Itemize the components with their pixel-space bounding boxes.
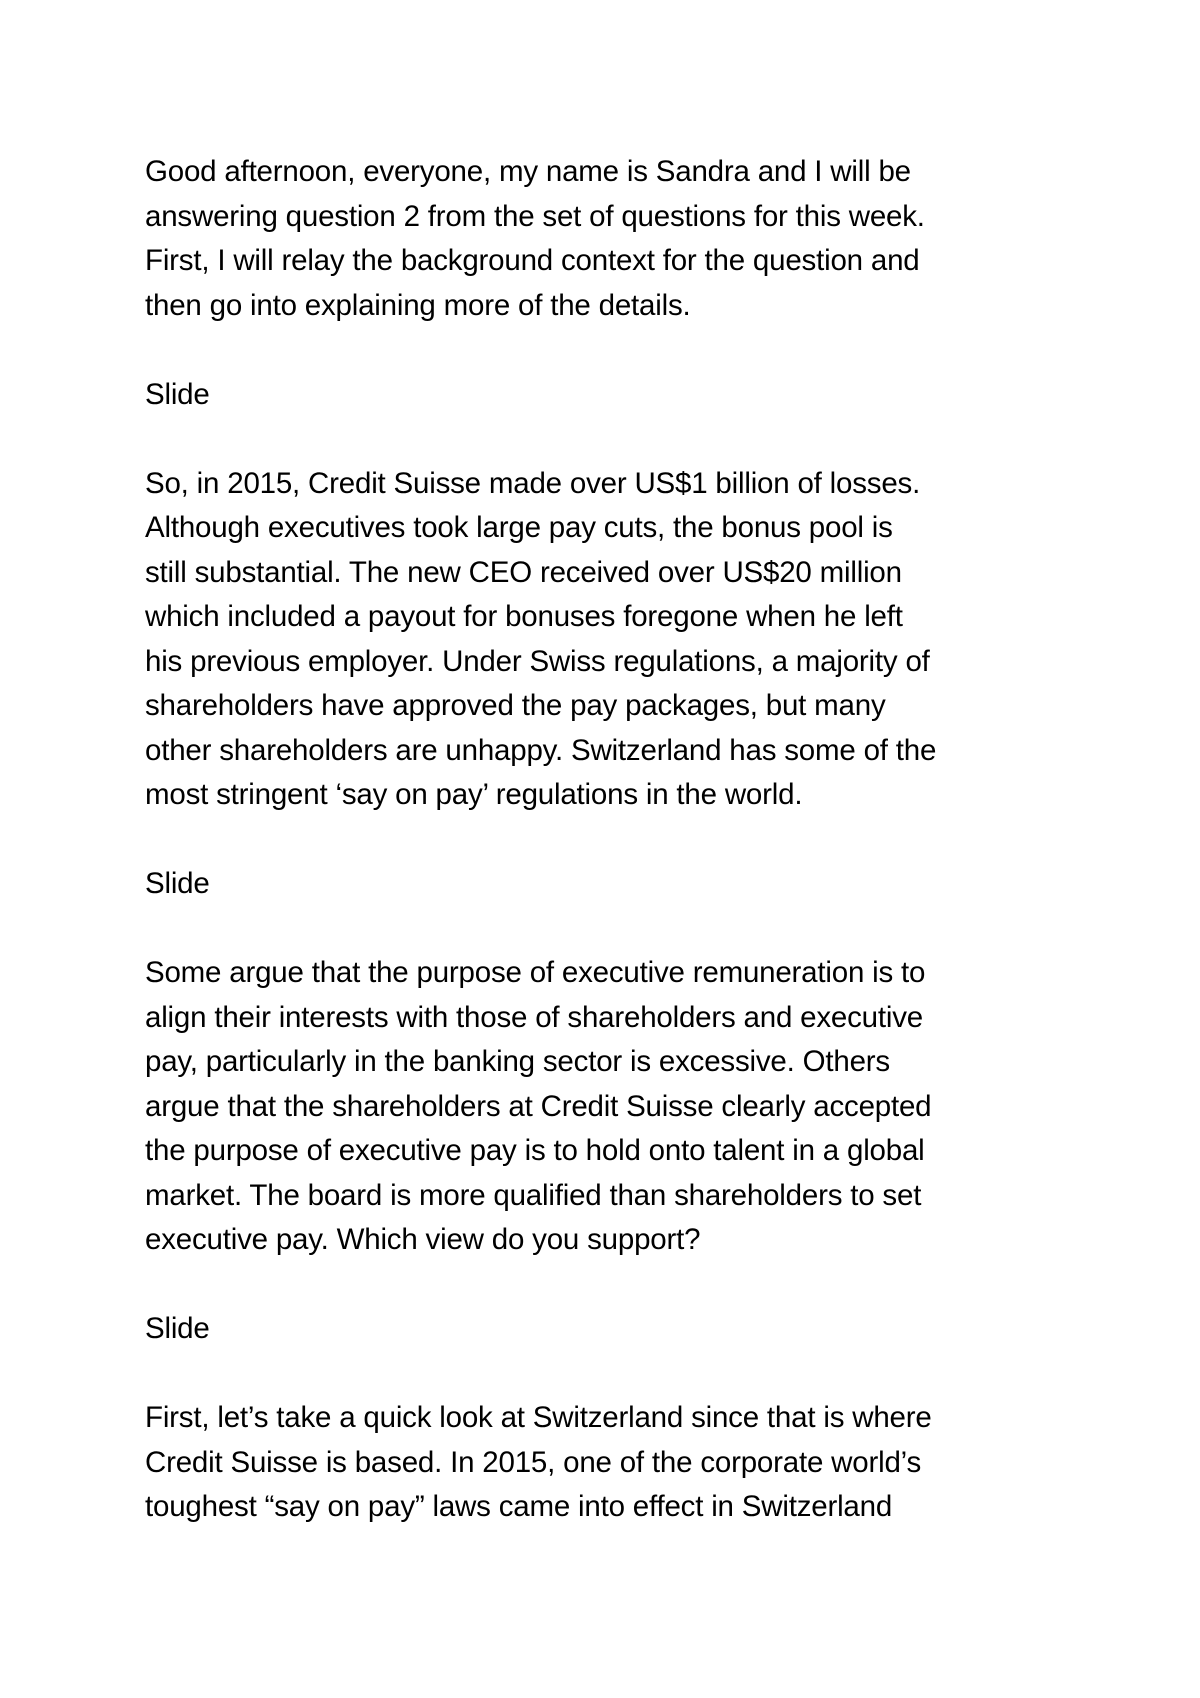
slide-label: Slide: [145, 377, 210, 411]
text-line: pay, particularly in the banking sector is excessive. Others: [145, 1045, 890, 1078]
paragraph-context: [145, 462, 1075, 818]
paragraph-gap: [145, 1263, 1075, 1308]
text-line: So, in 2015, Credit Suisse made over US$1 billion of losses.: [145, 466, 921, 500]
paragraph-gap: [145, 818, 1075, 863]
paragraph-gap: [145, 328, 1075, 373]
text-line: Credit Suisse is based. In 2015, one of the corporate world’s: [145, 1445, 922, 1479]
document-body: [145, 150, 1075, 1530]
text-line: Some argue that the purpose of executive remuneration is to: [145, 956, 926, 989]
text-line: then go into explaining more of the details.: [145, 288, 691, 322]
slide-marker: [145, 1307, 1075, 1352]
text-line: toughest “say on pay” laws came into effect in Switzerland: [145, 1490, 893, 1523]
text-line: most stringent ‘say on pay’ regulations in the world.: [145, 778, 803, 811]
slide-label: Slide: [145, 867, 210, 900]
text-line: executive pay. Which view do you support?: [145, 1223, 701, 1256]
text-line: answering question 2 from the set of questions for this week.: [145, 199, 925, 233]
slide-label: Slide: [145, 1312, 210, 1345]
slide-marker: [145, 373, 1075, 418]
text-line: other shareholders are unhappy. Switzerland has some of the: [145, 733, 937, 767]
text-line: Good afternoon, everyone, my name is Sandra and I will be: [145, 155, 911, 188]
text-line: align their interests with those of shareholders and executive: [145, 1000, 923, 1034]
text-line: argue that the shareholders at Credit Suisse clearly accepted: [145, 1089, 932, 1123]
text-line: Although executives took large pay cuts, the bonus pool is: [145, 511, 893, 544]
paragraph-gap: [145, 907, 1075, 952]
text-line: his previous employer. Under Swiss regulations, a majority of: [145, 644, 930, 678]
text-line: shareholders have approved the pay packages, but many: [145, 689, 886, 722]
text-line: First, I will relay the background context for the question and: [145, 244, 920, 277]
text-line: the purpose of executive pay is to hold onto talent in a global: [145, 1134, 925, 1167]
paragraph-gap: [145, 1352, 1075, 1397]
slide-marker: [145, 862, 1075, 907]
text-line: market. The board is more qualified than shareholders to set: [145, 1178, 922, 1212]
text-line: which included a payout for bonuses foregone when he left: [145, 600, 903, 633]
paragraph-gap: [145, 417, 1075, 462]
text-line: First, let’s take a quick look at Switzerland since that is where: [145, 1401, 932, 1434]
paragraph-intro: [145, 150, 1075, 328]
text-line: still substantial. The new CEO received over US$20 million: [145, 555, 902, 589]
paragraph-switzerland: [145, 1396, 1075, 1530]
paragraph-question: [145, 951, 1075, 1263]
